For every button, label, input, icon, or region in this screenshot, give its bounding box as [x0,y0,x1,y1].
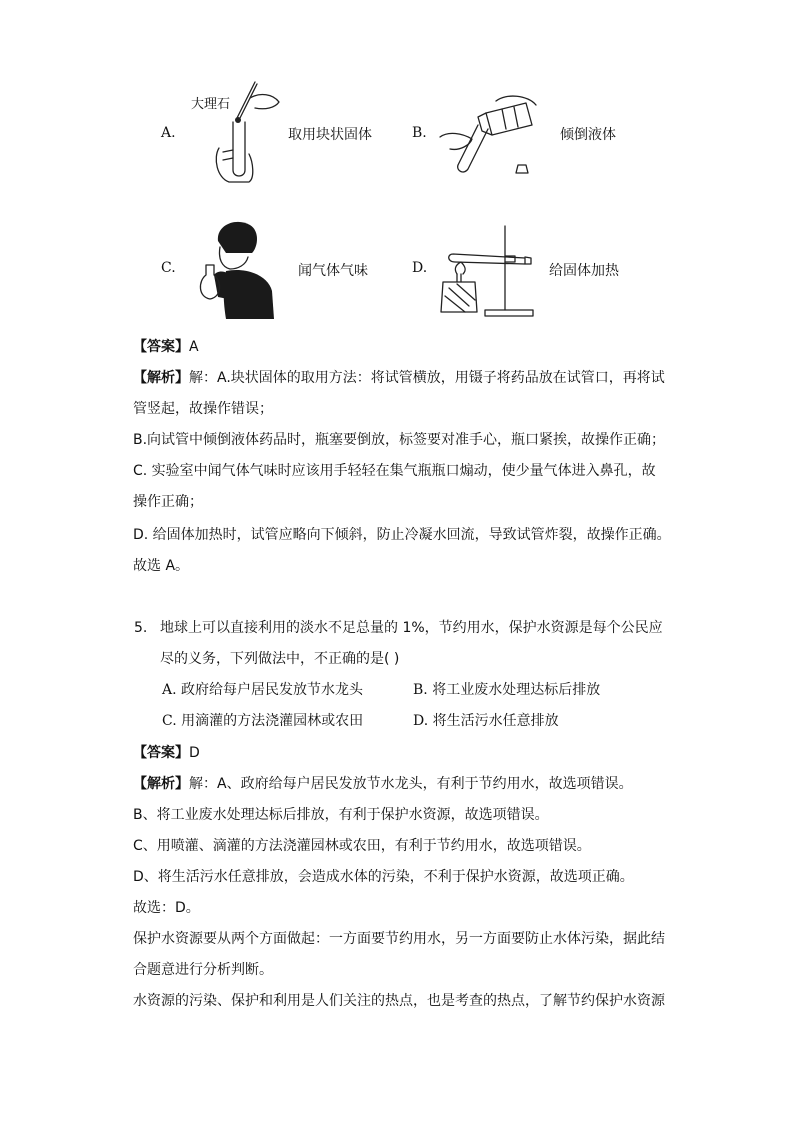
analysis-tag: 【解析】 [133,776,189,792]
analysis-tag: 【解析】 [133,370,189,386]
option-c-caption: 闻气体气味 [298,263,368,279]
question-number: 5. [134,620,148,636]
analysis-line: 水资源的污染、保护和利用是人们关注的热点，也是考查的热点，了解节约保护水资源 [133,993,665,1009]
q5-answer [133,743,200,763]
option-b-letter: B. [412,125,427,141]
answer-value: A [189,339,199,355]
q5-option-b: B. 将工业废水处理达标后排放 [413,682,601,698]
analysis-line: 合题意进行分析判断。 [133,962,273,978]
option-d-letter: D. [412,260,428,276]
q4-answer [133,337,199,357]
q5-option-c: C. 用滴灌的方法浇灌园林或农田 [162,713,364,729]
analysis-line: 故选：D。 [133,900,200,916]
option-b-caption: 倾倒液体 [560,127,616,143]
analysis-line: B、将工业废水处理达标后排放，有利于保护水资源，故选项错误。 [133,807,549,823]
analysis-line: 【解析】解：A.块状固体的取用方法：将试管横放，用镊子将药品放在试管口，再将试 [133,370,665,386]
answer-tag: 【答案】 [133,339,189,355]
figure-label-marble: 大理石 [191,97,231,112]
analysis-line: D. 给固体加热时，试管应略向下倾斜，防止冷凝水回流，导致试管炸裂，故操作正确。 [133,527,671,543]
analysis-line: C. 实验室中闻气体气味时应该用手轻轻在集气瓶瓶口煽动，使少量气体进入鼻孔，故 [133,463,656,479]
option-c-letter: C. [161,260,176,276]
marble-tube-illustration [205,78,295,188]
analysis-line: 保护水资源要从两个方面做起：一方面要节约用水，另一方面要防止水体污染，据此结 [133,931,665,947]
question-stem-line: 尽的义务，下列做法中，不正确的是( ) [160,651,400,667]
analysis-line: 【解析】解：A、政府给每户居民发放节水龙头，有利于节约用水，故选项错误。 [133,776,633,792]
analysis-line: D、将生活污水任意排放，会造成水体的污染，不利于保护水资源，故选项正确。 [133,869,634,885]
answer-tag: 【答案】 [133,745,189,761]
pouring-liquid-illustration [436,95,546,175]
heating-solid-illustration [437,222,537,318]
option-a-caption: 取用块状固体 [288,127,372,143]
q5-option-a: A. 政府给每户居民发放节水龙头 [162,682,364,698]
smelling-gas-illustration [196,219,276,319]
option-d-caption: 给固体加热 [549,263,619,279]
analysis-line: 故选 A。 [133,558,190,574]
analysis-line: 操作正确； [133,494,203,510]
answer-value: D [189,745,200,761]
question-stem-line: 地球上可以直接利用的淡水不足总量的 1%，节约用水，保护水资源是每个公民应 [160,620,663,636]
analysis-line: C、用喷灌、滴灌的方法浇灌园林或农田，有利于节约用水，故选项错误。 [133,838,591,854]
option-a-letter: A. [161,125,176,141]
analysis-line: 管竖起，故操作错误； [133,401,273,417]
analysis-line: B.向试管中倾倒液体药品时，瓶塞要倒放，标签要对准手心，瓶口紧挨，故操作正确； [133,432,666,448]
q5-option-d: D. 将生活污水任意排放 [413,713,559,729]
